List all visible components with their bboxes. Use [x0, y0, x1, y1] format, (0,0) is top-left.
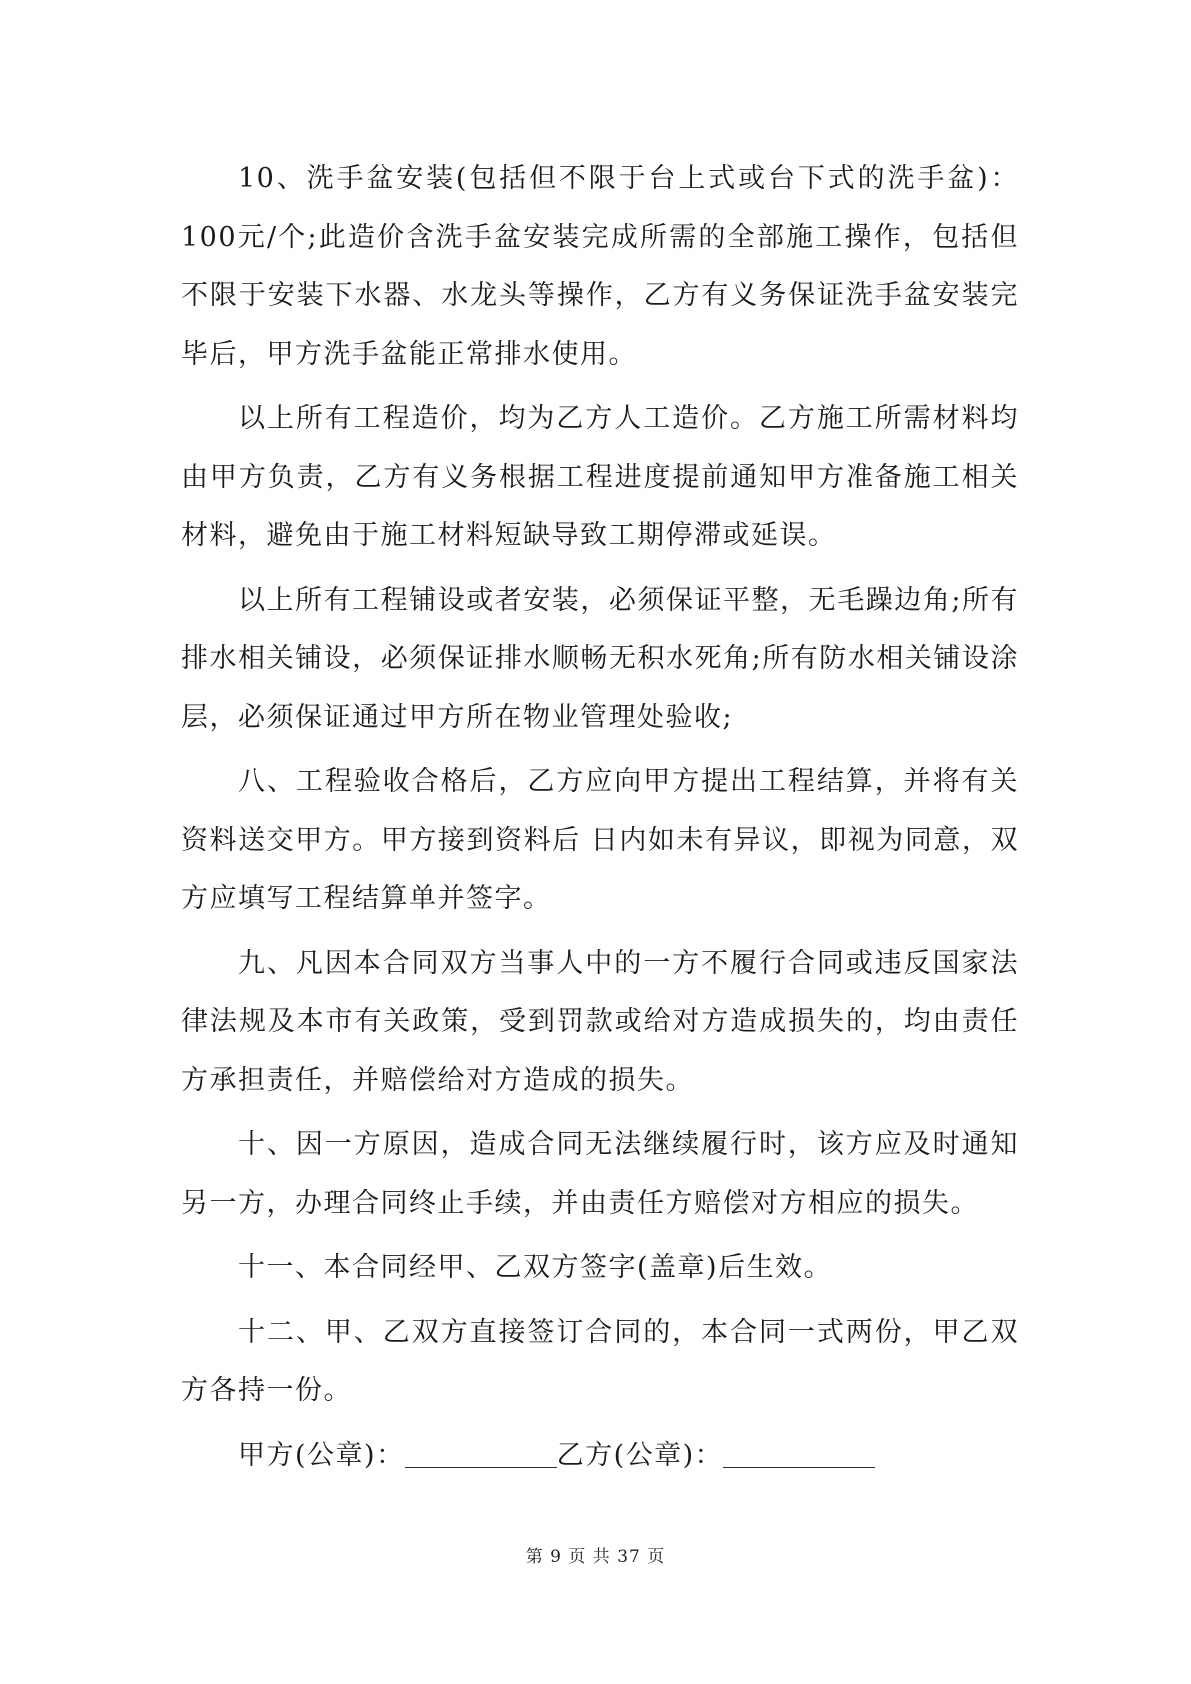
clause-paragraph-eleven: 十一、本合同经甲、乙双方签字(盖章)后生效。	[238, 1252, 833, 1283]
signature-row	[181, 1427, 1019, 1486]
party-b-signature-line	[723, 1437, 875, 1468]
party-a-seal-label: 甲方(公章)：	[238, 1439, 405, 1471]
party-a-signature-line	[405, 1437, 557, 1468]
document-body	[181, 150, 1019, 1485]
page-number-footer: 第 9 页 共 37 页	[525, 1547, 666, 1567]
clause-paragraph-labor-cost: 以上所有工程造价，均为乙方人工造价。乙方施工所需材料均由甲方负责，乙方有义务根据工程进度提前通知甲方准备施工相关材料，避免由于施工材料短缺导致工期停滞或延误。	[181, 403, 1019, 551]
party-b-seal-label: 乙方(公章)：	[556, 1439, 724, 1471]
clause-paragraph-eight: 八、工程验收合格后，乙方应向甲方提出工程结算，并将有关资料送交甲方。甲方接到资料后 日内如未有异议，即视为同意，双方应填写工程结算单并签字。	[181, 766, 1019, 914]
clause-paragraph-twelve: 十二、甲、乙双方直接签订合同的，本合同一式两份，甲乙双方各持一份。	[181, 1316, 1019, 1406]
clause-paragraph-washbasin: 10、洗手盆安装(包括但不限于台上式或台下式的洗手盆)：100元/个;此造价含洗手盆安装完成所需的全部施工操作，包括但不限于安装下水器、水龙头等操作，乙方有义务保证洗手盆安装完毕后，甲方洗手盆能正常排水使用。	[181, 163, 1019, 370]
clause-paragraph-quality: 以上所有工程铺设或者安装，必须保证平整，无毛躁边角;所有排水相关铺设，必须保证排水顺畅无积水死角;所有防水相关铺设涂层，必须保证通过甲方所在物业管理处验收;	[181, 584, 1019, 733]
clause-paragraph-nine: 九、凡因本合同双方当事人中的一方不履行合同或违反国家法律法规及本市有关政策，受到罚款或给对方造成损失的，均由责任方承担责任，并赔偿给对方造成的损失。	[181, 947, 1019, 1096]
clause-paragraph-ten: 十、因一方原因，造成合同无法继续履行时，该方应及时通知另一方，办理合同终止手续，并由责任方赔偿对方相应的损失。	[181, 1129, 1019, 1219]
